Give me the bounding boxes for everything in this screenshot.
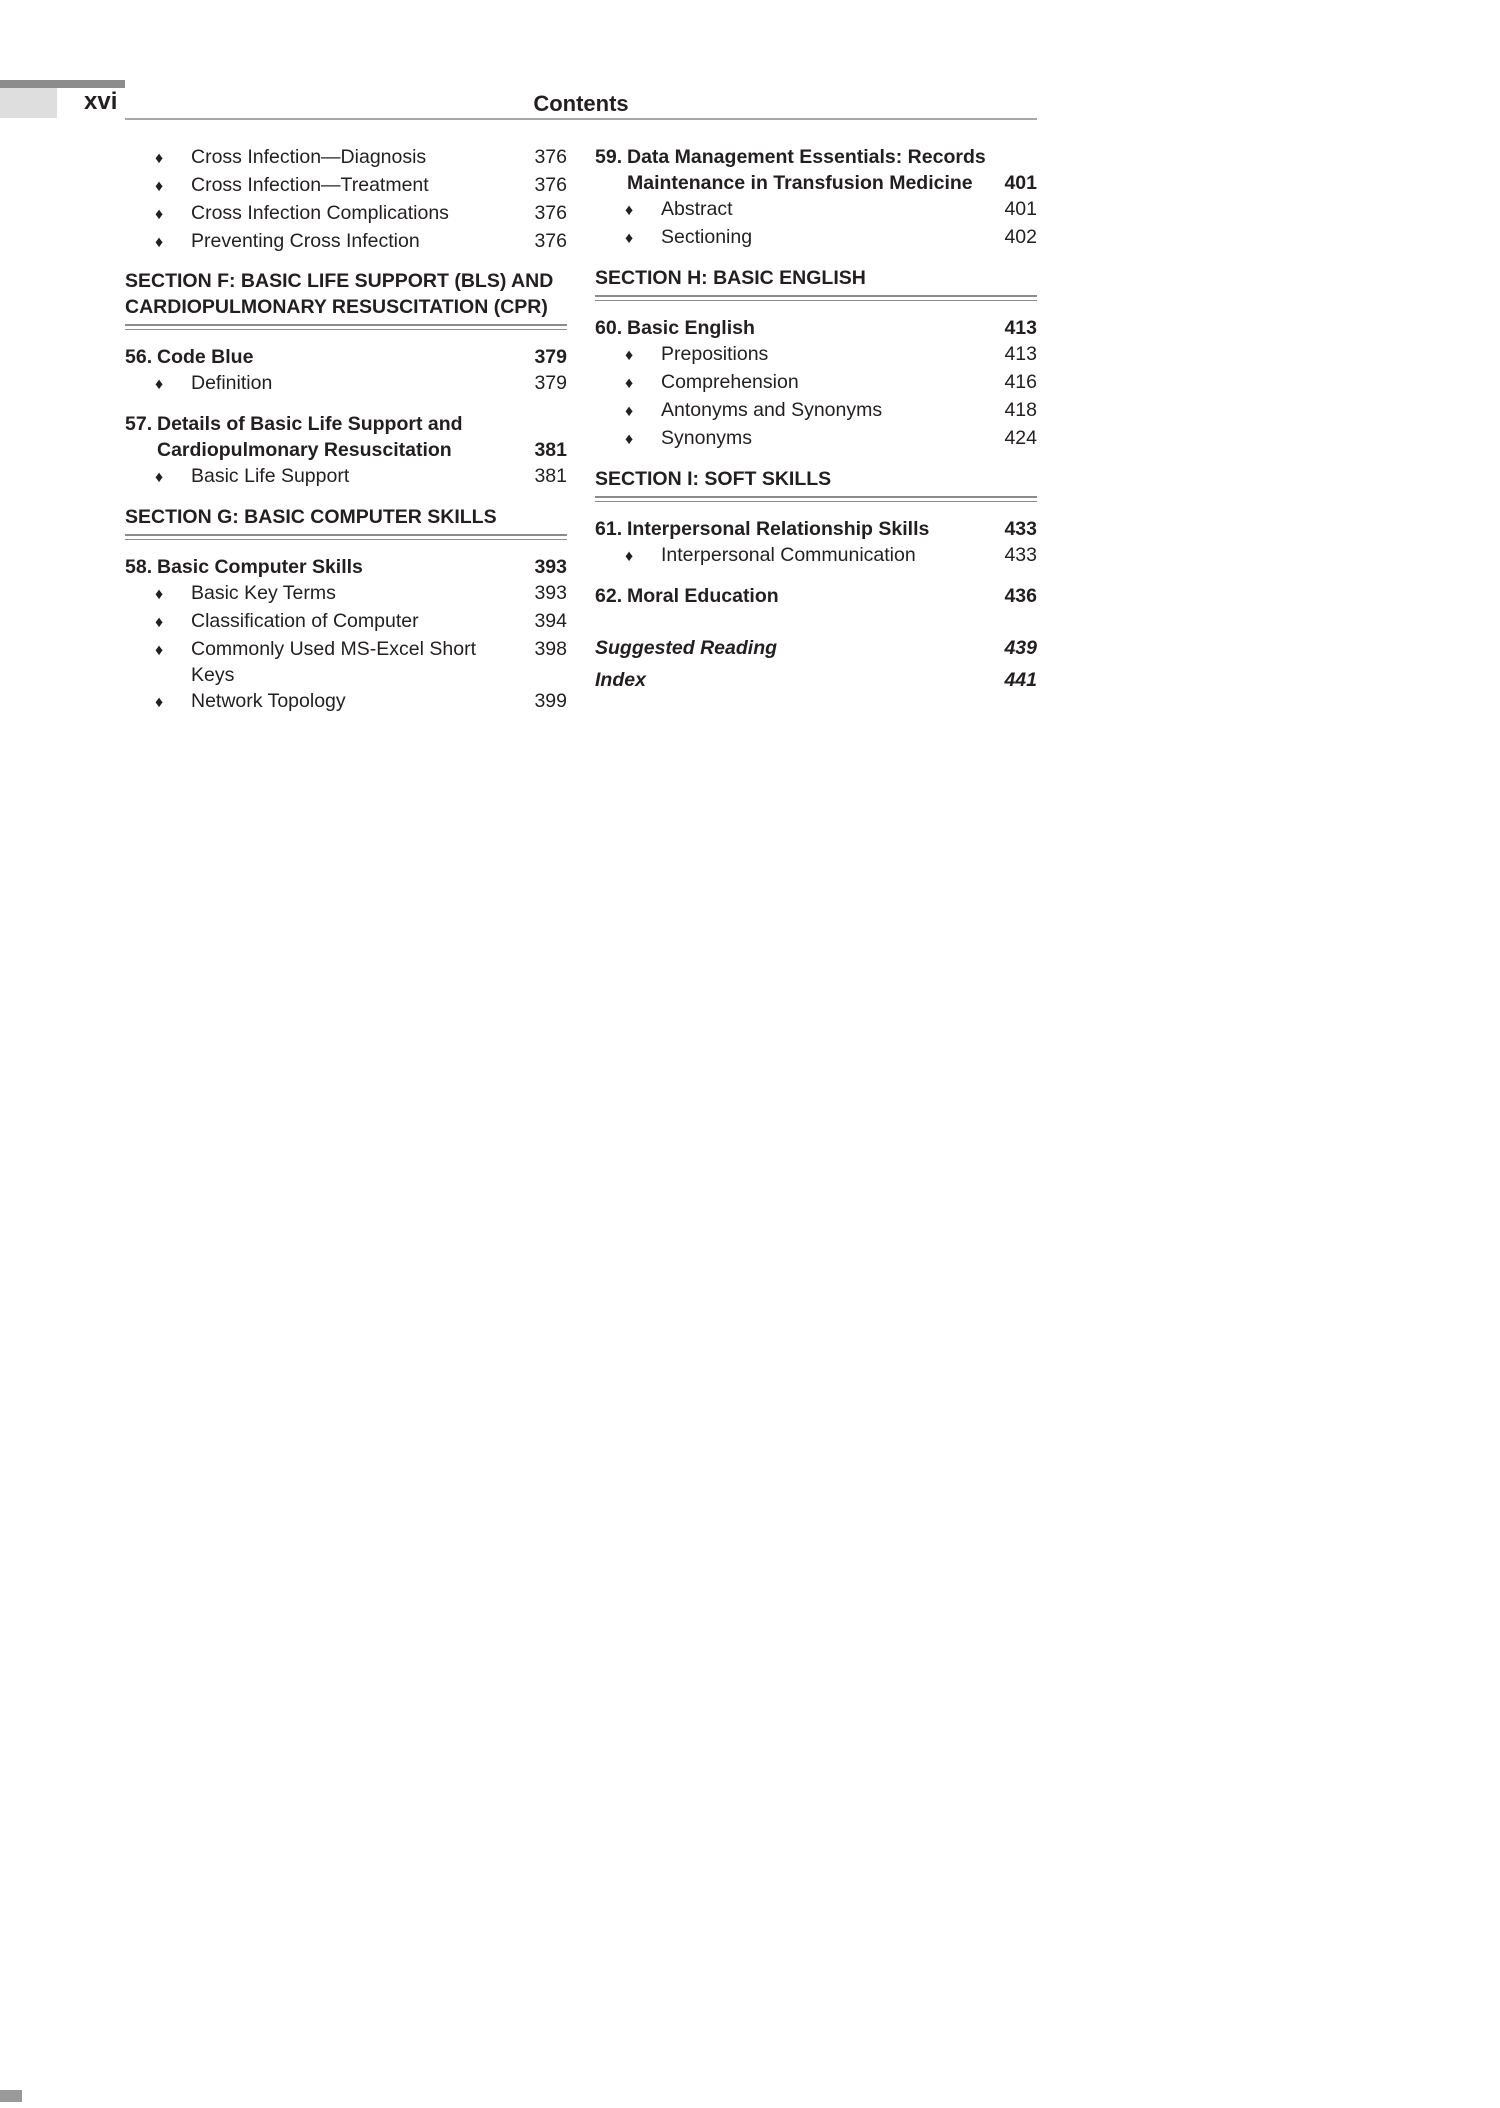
backmatter-page: 439 (1004, 637, 1037, 659)
diamond-bullet-icon: ♦ (155, 694, 164, 711)
toc-chapter-page: 413 (1004, 317, 1037, 339)
toc-section-title: SECTION G: BASIC COMPUTER SKILLS (125, 506, 497, 528)
toc-subentry-label: Prepositions (661, 343, 769, 365)
toc-subentry-label: Cross Infection—Treatment (191, 174, 429, 196)
toc-subentry (125, 144, 567, 172)
toc-chapter-page: 436 (1004, 585, 1037, 607)
header-rule (125, 118, 1037, 120)
toc-subentry (595, 397, 1037, 425)
toc-section-title: SECTION H: BASIC ENGLISH (595, 267, 866, 289)
toc-chapter-title: Basic Computer Skills (157, 556, 363, 578)
diamond-bullet-icon: ♦ (625, 230, 634, 247)
toc-section-heading (595, 265, 1037, 301)
toc-subentry (595, 196, 1037, 224)
toc-chapter-page: 381 (534, 439, 567, 461)
toc-subentry (125, 228, 567, 256)
section-double-rule (595, 496, 1037, 502)
diamond-bullet-icon: ♦ (625, 548, 634, 565)
toc-chapter-head (595, 144, 1037, 196)
diamond-bullet-icon: ♦ (155, 642, 164, 659)
toc-subentry (595, 542, 1037, 570)
toc-subentry-label: Commonly Used MS-Excel Short Keys (191, 638, 476, 686)
toc-chapter-head (125, 411, 567, 463)
toc-chapter-title: Basic English (627, 317, 755, 339)
toc-chapter-head (595, 516, 1037, 542)
diamond-bullet-icon: ♦ (625, 347, 634, 364)
toc-columns (125, 144, 1037, 729)
toc-subentry-page: 376 (534, 230, 567, 252)
toc-section-heading (595, 466, 1037, 502)
page-corner-bar (0, 80, 125, 88)
toc-subentry (125, 636, 567, 688)
toc-subentry-label: Sectioning (661, 226, 753, 248)
toc-backmatter-entry (595, 635, 1037, 661)
toc-subentry-page: 433 (1004, 544, 1037, 566)
toc-chapter (595, 516, 1037, 570)
toc-subentry-page: 402 (1004, 226, 1037, 248)
toc-subentry-page: 376 (534, 174, 567, 196)
toc-subentry-label: Basic Key Terms (191, 582, 336, 604)
toc-subentry-label: Antonyms and Synonyms (661, 399, 883, 421)
toc-chapter (125, 344, 567, 398)
toc-subentry-page: 379 (534, 372, 567, 394)
toc-chapter-title: Data Management Essentials: Records Maintenance in Transfusion Medicine (627, 146, 986, 194)
diamond-bullet-icon: ♦ (155, 150, 164, 167)
toc-chapter (595, 144, 1037, 252)
toc-chapter (125, 411, 567, 491)
toc-subentry (125, 608, 567, 636)
toc-chapter-head (125, 344, 567, 370)
toc-subentry (125, 172, 567, 200)
toc-column-left (125, 144, 567, 729)
section-double-rule (595, 295, 1037, 301)
toc-subentry (125, 370, 567, 398)
toc-subentry-label: Interpersonal Communication (661, 544, 916, 566)
toc-subentry-page: 393 (534, 582, 567, 604)
page-corner-tab (0, 88, 57, 118)
toc-subentry-page: 418 (1004, 399, 1037, 421)
toc-chapter-number: 61. (595, 518, 623, 540)
toc-chapter-page: 401 (1004, 172, 1037, 194)
diamond-bullet-icon: ♦ (155, 614, 164, 631)
toc-subentry (125, 463, 567, 491)
section-double-rule (125, 534, 567, 540)
toc-chapter-head (595, 315, 1037, 341)
toc-section-title: SECTION F: BASIC LIFE SUPPORT (BLS) AND CARDIOPULMONARY RESUSCITATION (CPR) (125, 270, 554, 318)
toc-subentry (595, 425, 1037, 453)
toc-section-heading (125, 268, 567, 330)
toc-chapter-title: Code Blue (157, 346, 254, 368)
toc-subentry-page: 401 (1004, 198, 1037, 220)
toc-subentry (595, 369, 1037, 397)
toc-bullet-group (125, 144, 567, 256)
toc-subentry-page: 376 (534, 202, 567, 224)
diamond-bullet-icon: ♦ (155, 586, 164, 603)
toc-subentry (125, 580, 567, 608)
backmatter-title: Suggested Reading (595, 637, 778, 659)
toc-subentry (595, 341, 1037, 369)
toc-subentry-label: Comprehension (661, 371, 799, 393)
toc-subentry-page: 381 (534, 465, 567, 487)
toc-chapter-number: 60. (595, 317, 623, 339)
toc-chapter-number: 58. (125, 556, 153, 578)
running-head-title: Contents (533, 91, 629, 116)
backmatter-title: Index (595, 669, 646, 691)
toc-column-right (595, 144, 1037, 693)
toc-subentry-page: 413 (1004, 343, 1037, 365)
diamond-bullet-icon: ♦ (625, 403, 634, 420)
toc-subentry-label: Cross Infection Complications (191, 202, 449, 224)
toc-subentry-page: 424 (1004, 427, 1037, 449)
diamond-bullet-icon: ♦ (155, 206, 164, 223)
toc-chapter-title: Interpersonal Relationship Skills (627, 518, 930, 540)
diamond-bullet-icon: ♦ (155, 376, 164, 393)
toc-subentry-label: Definition (191, 372, 273, 394)
toc-backmatter-entry (595, 667, 1037, 693)
backmatter-page: 441 (1004, 669, 1037, 691)
toc-chapter-title: Moral Education (627, 585, 779, 607)
toc-subentry-label: Basic Life Support (191, 465, 350, 487)
toc-chapter-title: Details of Basic Life Support and Cardiopulmonary Resuscitation (157, 413, 463, 461)
diamond-bullet-icon: ♦ (625, 431, 634, 448)
bottom-corner-mark (0, 2090, 22, 2102)
diamond-bullet-icon: ♦ (155, 234, 164, 251)
toc-subentry-page: 399 (534, 690, 567, 712)
toc-subentry (595, 224, 1037, 252)
toc-subentry (125, 688, 567, 716)
toc-section-title: SECTION I: SOFT SKILLS (595, 468, 832, 490)
toc-chapter-number: 59. (595, 146, 623, 168)
toc-subentry-label: Preventing Cross Infection (191, 230, 420, 252)
diamond-bullet-icon: ♦ (155, 178, 164, 195)
toc-subentry-label: Classification of Computer (191, 610, 419, 632)
toc-chapter-page: 379 (534, 346, 567, 368)
toc-chapter-number: 62. (595, 585, 623, 607)
toc-subentry-page: 416 (1004, 371, 1037, 393)
toc-chapter (125, 554, 567, 716)
toc-subentry-label: Synonyms (661, 427, 753, 449)
section-double-rule (125, 324, 567, 330)
toc-subentry-label: Cross Infection—Diagnosis (191, 146, 427, 168)
toc-chapter (595, 583, 1037, 609)
toc-section-heading (125, 504, 567, 540)
toc-subentry-page: 398 (534, 638, 567, 660)
toc-subentry-label: Network Topology (191, 690, 346, 712)
diamond-bullet-icon: ♦ (155, 469, 164, 486)
toc-subentry-page: 394 (534, 610, 567, 632)
toc-chapter-number: 57. (125, 413, 153, 435)
diamond-bullet-icon: ♦ (625, 202, 634, 219)
toc-chapter (595, 315, 1037, 453)
diamond-bullet-icon: ♦ (625, 375, 634, 392)
page-number: xvi (84, 88, 118, 115)
toc-chapter-page: 393 (534, 556, 567, 578)
toc-chapter-page: 433 (1004, 518, 1037, 540)
toc-chapter-head (595, 583, 1037, 609)
toc-subentry (125, 200, 567, 228)
toc-chapter-head (125, 554, 567, 580)
toc-chapter-number: 56. (125, 346, 153, 368)
toc-subentry-page: 376 (534, 146, 567, 168)
toc-subentry-label: Abstract (661, 198, 733, 220)
